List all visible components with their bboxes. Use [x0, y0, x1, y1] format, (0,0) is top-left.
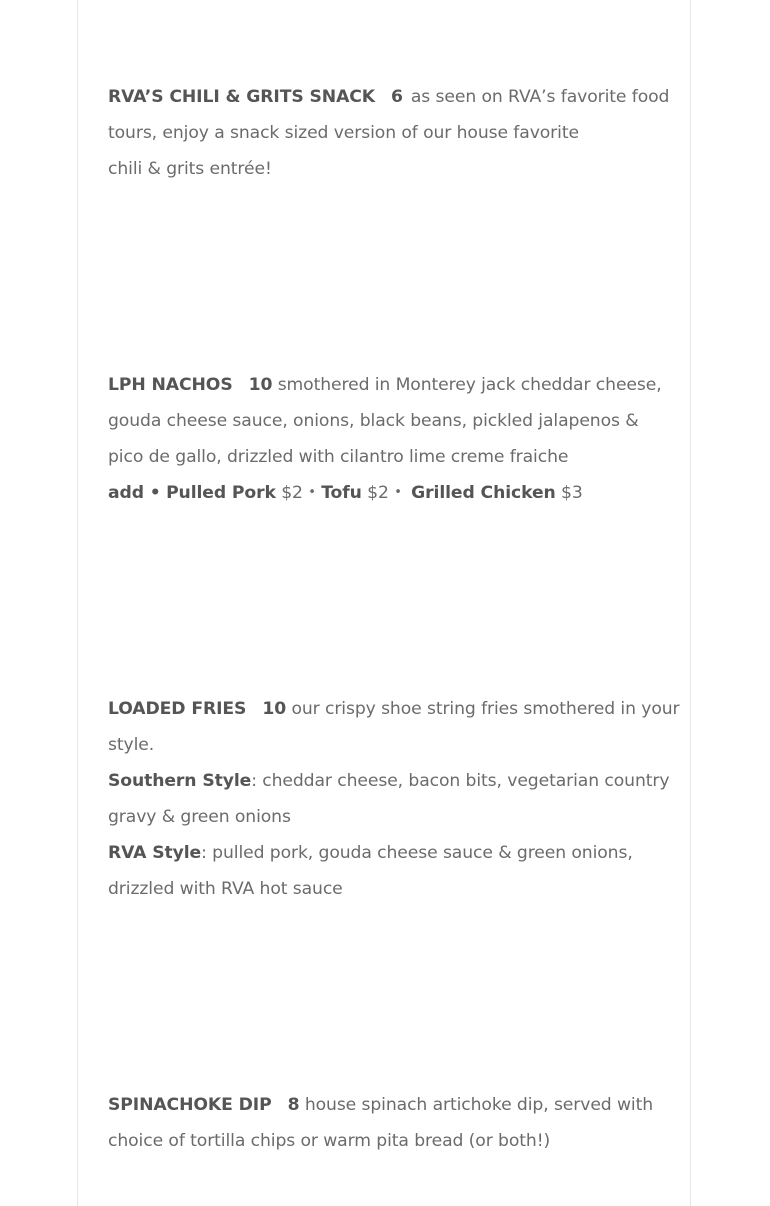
- item-description: gouda cheese sauce, onions, black beans, pickled jalapenos &: [108, 411, 639, 431]
- style-description: drizzled with RVA hot sauce: [108, 879, 343, 899]
- style-option: [108, 835, 668, 871]
- menu-item-line: [108, 691, 680, 727]
- item-description: tours, enjoy a snack sized version of our house favorite: [108, 123, 579, 143]
- item-name: LOADED FRIES: [108, 699, 247, 719]
- item-price: 10: [248, 375, 273, 395]
- addons-label: add •: [108, 483, 161, 503]
- style-name: Southern Style: [108, 771, 252, 791]
- item-description: our crispy shoe string fries smothered in your: [291, 699, 680, 719]
- item-price: 6: [391, 87, 403, 107]
- item-price: 8: [287, 1095, 300, 1115]
- menu-item-nachos: [108, 367, 668, 511]
- menu-panel: [77, 0, 691, 1206]
- addons-line: [108, 475, 668, 511]
- addon-price: $2: [367, 483, 389, 503]
- item-price: 10: [262, 699, 287, 719]
- bullet-separator: •: [308, 485, 316, 500]
- item-description: house spinach artichoke dip, served with: [304, 1095, 654, 1115]
- item-name: LPH NACHOS: [108, 375, 233, 395]
- style-option: [108, 763, 668, 799]
- item-description: pico de gallo, drizzled with cilantro lime creme fraiche: [108, 447, 569, 467]
- item-name: SPINACHOKE DIP: [108, 1095, 272, 1115]
- style-name: RVA Style: [108, 843, 202, 863]
- item-description: as seen on RVA’s favorite food: [410, 87, 670, 107]
- style-description: : pulled pork, gouda cheese sauce & green onions,: [201, 843, 633, 863]
- style-description: gravy & green onions: [108, 807, 291, 827]
- addon-price: $3: [561, 483, 583, 503]
- menu-item-loaded-fries: [108, 691, 680, 907]
- menu-item-spinachoke-dip: [108, 1087, 668, 1159]
- addon-price: $2: [281, 483, 303, 503]
- item-name: RVA’S CHILI & GRITS SNACK: [108, 87, 376, 107]
- item-description: chili & grits entrée!: [108, 159, 272, 179]
- item-description: smothered in Monterey jack cheddar cheese,: [277, 375, 662, 395]
- addon-name: Tofu: [321, 483, 362, 503]
- menu-item-chili-grits: [108, 79, 668, 187]
- item-description: choice of tortilla chips or warm pita bread (or both!): [108, 1131, 551, 1151]
- addon-name: Pulled Pork: [166, 483, 276, 503]
- style-description: : cheddar cheese, bacon bits, vegetarian country: [251, 771, 670, 791]
- menu-item-line: [108, 1087, 668, 1123]
- item-description: style.: [108, 735, 155, 755]
- menu-item-line: [108, 79, 668, 115]
- menu-item-line: [108, 367, 668, 403]
- addon-name: Grilled Chicken: [411, 483, 556, 503]
- bullet-separator: •: [394, 485, 402, 500]
